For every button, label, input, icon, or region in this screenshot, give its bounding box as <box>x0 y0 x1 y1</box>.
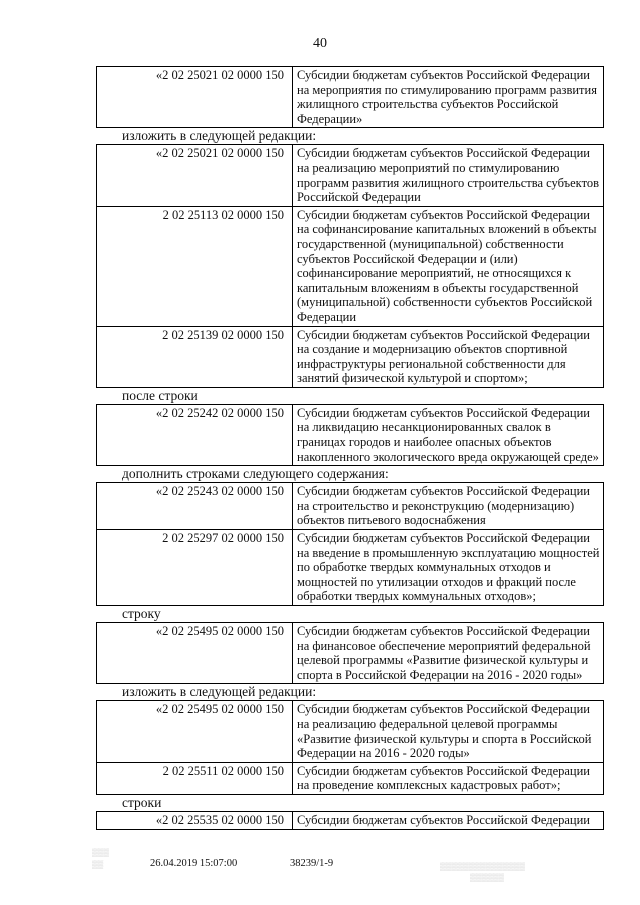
table-row <box>97 811 604 829</box>
blank-cell <box>97 206 136 326</box>
description-cell: Субсидии бюджетам субъектов Российской Федерации на введение в промышленную эксплуатацию мощностей по обработке твердых коммунальных отходов и мощностей по утилизации отходов и фракций после обработки твердых коммунальных отходов»; <box>293 530 604 606</box>
blank-cell <box>97 701 136 762</box>
table-row <box>97 404 604 465</box>
budget-code-table <box>96 700 604 795</box>
blank-cell <box>97 145 136 206</box>
footer-doc-id: 38239/1-9 <box>290 858 334 869</box>
budget-code-cell: «2 02 25242 02 0000 150 <box>135 404 293 465</box>
description-cell: Субсидии бюджетам субъектов Российской Федерации на ликвидацию несанкционированных свалок в границах городов и наиболее опасных объектов накопленного экологического вреда окружающей среде» <box>293 404 604 465</box>
description-cell: Субсидии бюджетам субъектов Российской Федерации <box>293 811 604 829</box>
budget-code-table <box>96 622 604 684</box>
stamp-mark-right: ▒▒▒▒▒▒▒▒▒▒▒▒▒▒▒ <box>440 862 526 871</box>
budget-code-cell: «2 02 25021 02 0000 150 <box>135 67 293 128</box>
description-cell: Субсидии бюджетам субъектов Российской Федерации на мероприятия по стимулированию программ развития жилищного строительства субъектов Российской Федерации» <box>293 67 604 128</box>
table-row <box>97 326 604 387</box>
budget-code-table <box>96 811 604 830</box>
description-cell: Субсидии бюджетам субъектов Российской Федерации на строительство и реконструкцию (модернизацию) объектов питьевого водоснабжения <box>293 483 604 530</box>
budget-code-cell: «2 02 25021 02 0000 150 <box>135 145 293 206</box>
instruction-text: после строки <box>122 387 198 403</box>
blank-cell <box>97 623 136 684</box>
budget-code-cell: «2 02 25495 02 0000 150 <box>135 623 293 684</box>
description-cell: Субсидии бюджетам субъектов Российской Федерации на создание и модернизацию объектов спортивной инфраструктуры региональной собственности для занятий физической культурой и спортом»; <box>293 326 604 387</box>
description-cell: Субсидии бюджетам субъектов Российской Федерации на софинансирование капитальных вложений в объекты государственной (муниципальной) собственности субъектов Российской Федерации и (или) софинансирование мероприятий, не относящихся к капитальным вложениям в объекты государственной (муниципальной) собственности субъектов Российской Федерации <box>293 206 604 326</box>
description-cell: Субсидии бюджетам субъектов Российской Федерации на проведение комплексных кадастровых работ»; <box>293 762 604 794</box>
budget-code-cell: 2 02 25113 02 0000 150 <box>135 206 293 326</box>
description-cell: Субсидии бюджетам субъектов Российской Федерации на реализацию федеральной целевой программы «Развитие физической культуры и спорта в Российской Федерации на 2016 - 2020 годы» <box>293 701 604 762</box>
document-body <box>96 66 604 830</box>
budget-code-cell: 2 02 25511 02 0000 150 <box>135 762 293 794</box>
table-row <box>97 483 604 530</box>
stamp-mark-left: ▒▒▒ <box>92 848 110 857</box>
budget-code-table <box>96 66 604 128</box>
footer-datetime: 26.04.2019 15:07:00 <box>150 858 238 869</box>
table-row <box>97 762 604 794</box>
table-row <box>97 530 604 606</box>
budget-code-cell: 2 02 25139 02 0000 150 <box>135 326 293 387</box>
page-number: 40 <box>313 36 327 51</box>
blank-cell <box>97 67 136 128</box>
table-row <box>97 67 604 128</box>
blank-cell <box>97 762 136 794</box>
budget-code-table <box>96 144 604 388</box>
blank-cell <box>97 404 136 465</box>
description-cell: Субсидии бюджетам субъектов Российской Федерации на реализацию мероприятий по стимулированию программ развития жилищного строительства субъектов Российской Федерации <box>293 145 604 206</box>
budget-code-cell: «2 02 25243 02 0000 150 <box>135 483 293 530</box>
budget-code-table <box>96 482 604 606</box>
instruction-text: дополнить строками следующего содержания: <box>122 466 389 482</box>
description-cell: Субсидии бюджетам субъектов Российской Федерации на финансовое обеспечение мероприятий федеральной целевой программы «Развитие физической культуры и спорта в Российской Федерации на 2016 - 2020 годы» <box>293 623 604 684</box>
instruction-text: изложить в следующей редакции: <box>122 684 317 700</box>
instruction-text: изложить в следующей редакции: <box>122 128 317 144</box>
instruction-text: строки <box>122 794 162 810</box>
budget-code-table <box>96 404 604 466</box>
budget-code-cell: «2 02 25535 02 0000 150 <box>135 811 293 829</box>
table-row <box>97 701 604 762</box>
instruction-text: строку <box>122 606 161 621</box>
blank-cell <box>97 530 136 606</box>
blank-cell <box>97 811 136 829</box>
blank-cell <box>97 326 136 387</box>
blank-cell <box>97 483 136 530</box>
budget-code-cell: «2 02 25495 02 0000 150 <box>135 701 293 762</box>
stamp-mark-left-2: ▒▒ <box>92 860 104 869</box>
budget-code-cell: 2 02 25297 02 0000 150 <box>135 530 293 606</box>
table-row <box>97 623 604 684</box>
stamp-mark-right-2: ▒▒▒▒▒▒ <box>470 873 505 882</box>
table-row <box>97 145 604 206</box>
table-row <box>97 206 604 326</box>
